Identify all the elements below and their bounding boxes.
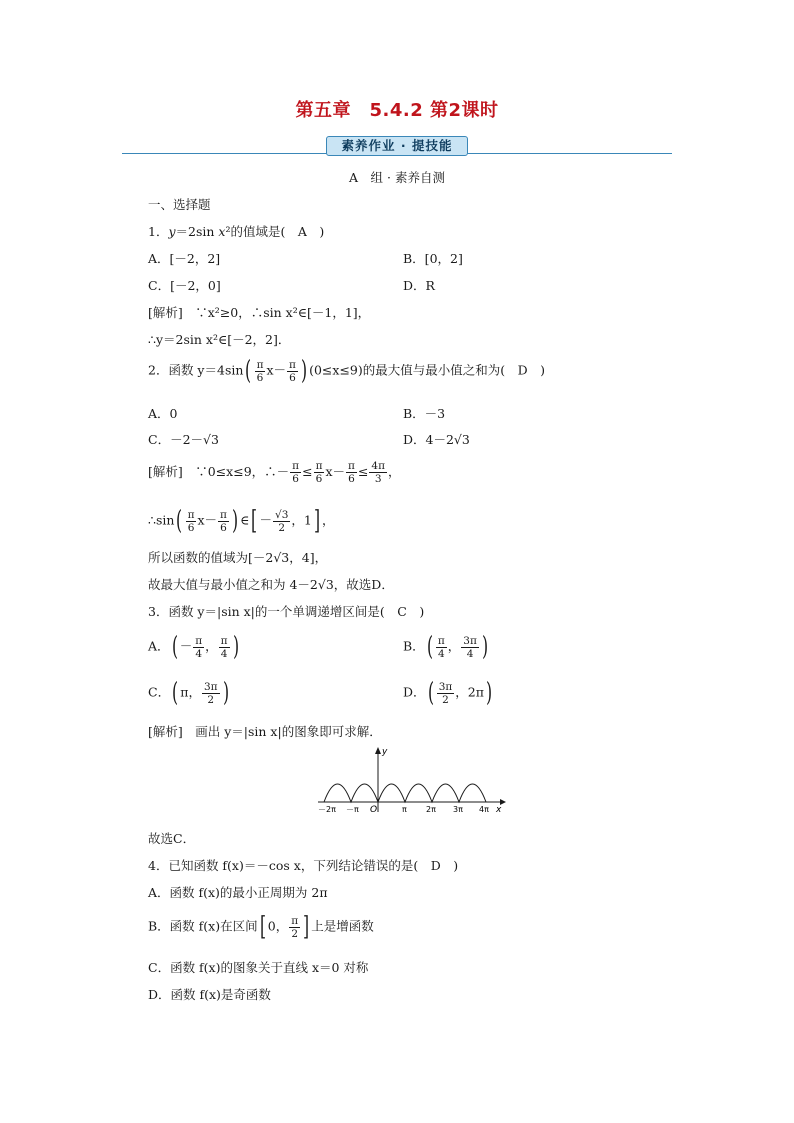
origin-label: O: [370, 805, 378, 815]
q2-option-b: B．－3: [403, 406, 446, 421]
q1-option-b: B．[0，2]: [403, 251, 463, 266]
axes: [318, 747, 506, 812]
x-axis-label: x: [496, 805, 502, 815]
q2-solution-2: ∴sin( $\frac{\pi}{6}$ x－ $\frac{\pi}{6}$ ) ∈[ － $\frac{√3}{2}$ ，1] ，: [148, 506, 335, 536]
q2-option-d: D．4－2√3: [403, 432, 470, 447]
section-banner: 素养作业 · 提技能: [326, 136, 468, 156]
tick-label-4pi: 4π: [479, 805, 489, 814]
q3-option-a: A．( － $\frac{\pi}{4}$ ， $\frac{\pi}{4}$ ): [148, 632, 239, 662]
q2-solution-4: 故最大值与最小值之和为 4－2√3，故选D．: [148, 577, 394, 592]
group-heading: A 组 · 素养自测: [349, 170, 445, 185]
q4-option-b: B．函数 f(x)在区间[ 0， $\frac{\pi}{2}$ ] 上是增函数: [148, 912, 374, 942]
q1-option-d: D．R: [403, 278, 435, 293]
q1-option-c: C．[－2，0]: [148, 278, 221, 293]
tick-label-pi: π: [402, 805, 407, 814]
q2-option-a: A．0: [148, 406, 178, 421]
q3-option-b: B．( $\frac{\pi}{4}$ ， $\frac{3\pi}{4}$ ): [403, 632, 488, 662]
q3-solution: [解析] 画出 y＝|sin x|的图象即可求解．: [148, 724, 382, 739]
q2-solution-3: 所以函数的值域为[－2√3，4]，: [148, 550, 328, 565]
q3-option-d: D．( $\frac{3\pi}{2}$ ，2π): [403, 678, 493, 708]
question-3-stem: 3．函数 y＝|sin x|的一个单调递增区间是( C ): [148, 604, 425, 619]
sine-curve: [324, 784, 486, 802]
q2-solution-1: [解析] ∵0≤x≤9，∴－ $\frac{\pi}{6}$ ≤ $\frac{\pi}{6}$ x－ $\frac{\pi}{6}$ ≤ $\frac{4\pi}{3}$ ，: [148, 460, 401, 485]
q4-option-a: A．函数 f(x)的最小正周期为 2π: [148, 885, 328, 900]
q1-option-a: A．[－2，2]: [148, 251, 221, 266]
q2-option-c: C．－2－√3: [148, 432, 219, 447]
q3-option-c: C．( π， $\frac{3\pi}{2}$ ): [148, 678, 229, 708]
tick-label-3pi: 3π: [453, 805, 463, 814]
question-4-stem: 4．已知函数 f(x)＝－cos x，下列结论错误的是( D ): [148, 858, 459, 873]
tick-label-neg-2pi: －2π: [318, 805, 336, 814]
y-axis-label: y: [382, 747, 388, 757]
q4-option-d: D．函数 f(x)是奇函数: [148, 987, 271, 1002]
page-title: 第五章 5.4.2 第2课时: [295, 100, 499, 121]
q1-solution-2: ∴y＝2sin x²∈[－2，2]．: [148, 332, 291, 347]
q3-conclusion: 故选C．: [148, 831, 196, 846]
q1-solution-1: [解析] ∵x²≥0，∴sin x²∈[－1，1]，: [148, 305, 371, 320]
question-2-stem: 2．函数 y＝4sin( $\frac{\pi}{6}$ x－ $\frac{\pi}{6}$ ) (0≤x≤9)的最大值与最小值之和为( D ): [148, 356, 546, 386]
abs-sine-graph: [310, 742, 510, 816]
tick-label-2pi: 2π: [426, 805, 436, 814]
question-1-stem: 1．y＝2sin x²的值域是( A ): [148, 224, 325, 239]
q4-option-c: C．函数 f(x)的图象关于直线 x＝0 对称: [148, 960, 369, 975]
y-axis-arrow: [375, 747, 381, 754]
tick-label-neg-pi: －π: [346, 805, 359, 814]
section-heading: 一、选择题: [148, 197, 211, 212]
